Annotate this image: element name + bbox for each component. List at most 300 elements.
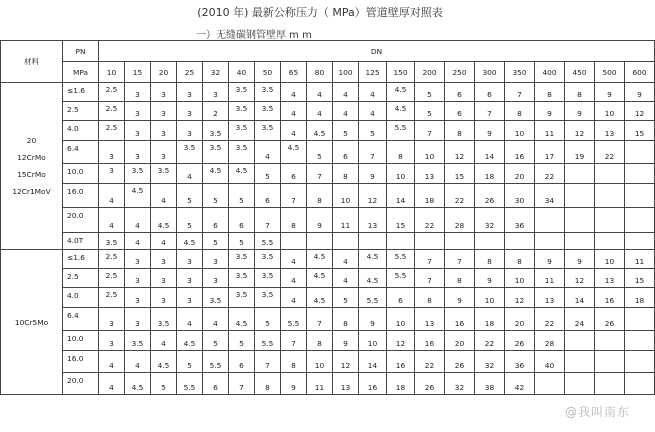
thickness-cell	[359, 83, 387, 102]
thickness-cell	[255, 269, 281, 288]
thickness-cell	[387, 250, 415, 269]
thickness-value: 8	[427, 296, 432, 305]
thickness-cell	[445, 233, 475, 250]
thickness-cell	[229, 373, 255, 395]
thickness-cell	[359, 208, 387, 233]
thickness-value: 4.5	[366, 276, 379, 285]
thickness-cell	[333, 184, 359, 208]
thickness-cell	[359, 288, 387, 308]
thickness-cell	[151, 184, 177, 208]
thickness-cell	[281, 250, 307, 269]
thickness-value: 16	[514, 152, 525, 161]
thickness-value: 15	[395, 221, 406, 230]
thickness-value: 14	[484, 152, 495, 161]
thickness-value: 26	[604, 319, 615, 328]
thickness-value: 5	[239, 196, 244, 205]
table-row	[1, 83, 655, 102]
thickness-value: 3.5	[105, 238, 118, 247]
pn-value: 2.5	[63, 102, 99, 121]
thickness-cell	[333, 308, 359, 331]
thickness-value: 22	[604, 152, 615, 161]
thickness-cell	[333, 373, 359, 395]
thickness-cell	[99, 373, 125, 395]
thickness-value: 8	[517, 257, 522, 266]
thickness-value: 10	[514, 276, 525, 285]
thickness-cell	[281, 208, 307, 233]
thickness-cell	[595, 308, 625, 331]
thickness-cell	[281, 308, 307, 331]
thickness-value: 3.5	[261, 271, 274, 280]
pn-value: 20.0	[63, 208, 99, 233]
pn-value: 6.4	[63, 141, 99, 164]
thickness-value: 3	[135, 152, 140, 161]
thickness-value: 14	[367, 361, 378, 370]
thickness-value: 20	[454, 339, 465, 348]
thickness-value: 4	[291, 90, 296, 99]
thickness-cell	[151, 102, 177, 121]
thickness-cell	[565, 373, 595, 395]
thickness-cell	[151, 373, 177, 395]
thickness-cell	[99, 288, 125, 308]
pn-header: PN	[63, 41, 99, 62]
table-row	[1, 208, 655, 233]
thickness-cell	[415, 250, 445, 269]
thickness-cell	[99, 164, 125, 184]
thickness-value: 18	[424, 196, 435, 205]
thickness-cell	[595, 184, 625, 208]
thickness-value: 3.5	[235, 143, 248, 152]
thickness-value: 5	[187, 221, 192, 230]
thickness-value: 13	[424, 319, 435, 328]
thickness-cell	[359, 331, 387, 351]
thickness-cell	[125, 164, 151, 184]
thickness-value: 3.5	[261, 290, 274, 299]
thickness-value: 2.5	[105, 85, 118, 94]
thickness-cell	[359, 164, 387, 184]
thickness-cell	[229, 308, 255, 331]
thickness-cell	[281, 164, 307, 184]
thickness-cell	[445, 331, 475, 351]
thickness-value: 6	[291, 172, 296, 181]
thickness-value: 2.5	[105, 252, 118, 261]
thickness-cell	[415, 141, 445, 164]
dn-size-header: 10	[99, 62, 125, 83]
thickness-cell	[125, 208, 151, 233]
thickness-cell	[359, 269, 387, 288]
thickness-cell	[307, 308, 333, 331]
pn-value: 2.5	[63, 269, 99, 288]
thickness-value: 22	[484, 339, 495, 348]
thickness-value: 3	[187, 276, 192, 285]
thickness-value: 6	[265, 196, 270, 205]
wall-thickness-table	[0, 40, 655, 395]
thickness-cell	[203, 102, 229, 121]
thickness-value: 6	[457, 90, 462, 99]
thickness-value: 5.5	[209, 361, 222, 370]
thickness-cell	[125, 373, 151, 395]
thickness-cell	[565, 351, 595, 373]
thickness-cell	[535, 141, 565, 164]
thickness-cell	[255, 121, 281, 141]
thickness-value: 12	[454, 152, 465, 161]
thickness-value: 32	[484, 361, 495, 370]
thickness-value: 15	[634, 276, 645, 285]
table-subtitle: 一）无缝碳钢管壁厚 m m	[196, 30, 312, 41]
thickness-value: 6	[343, 152, 348, 161]
thickness-value: 9	[370, 172, 375, 181]
table-row	[1, 164, 655, 184]
thickness-cell	[255, 331, 281, 351]
thickness-cell	[281, 269, 307, 288]
material-cell	[1, 83, 63, 250]
thickness-value: 5	[265, 172, 270, 181]
thickness-cell	[177, 331, 203, 351]
thickness-cell	[415, 269, 445, 288]
thickness-cell	[359, 351, 387, 373]
thickness-cell	[99, 250, 125, 269]
thickness-cell	[307, 373, 333, 395]
thickness-value: 8	[343, 172, 348, 181]
thickness-cell	[565, 121, 595, 141]
thickness-value: 2.5	[105, 104, 118, 113]
thickness-cell	[307, 83, 333, 102]
thickness-cell	[125, 308, 151, 331]
thickness-cell	[535, 331, 565, 351]
thickness-cell	[475, 269, 505, 288]
thickness-cell	[177, 164, 203, 184]
thickness-cell	[535, 164, 565, 184]
thickness-cell	[125, 141, 151, 164]
thickness-cell	[625, 308, 655, 331]
thickness-cell	[151, 331, 177, 351]
thickness-value: 12	[574, 276, 585, 285]
thickness-cell	[177, 121, 203, 141]
thickness-cell	[535, 121, 565, 141]
thickness-cell	[625, 250, 655, 269]
thickness-value: 4	[109, 221, 114, 230]
thickness-cell	[255, 102, 281, 121]
thickness-value: 9	[317, 221, 322, 230]
thickness-value: 12	[395, 339, 406, 348]
thickness-cell	[445, 83, 475, 102]
pn-value: 16.0	[63, 184, 99, 208]
thickness-cell	[99, 351, 125, 373]
thickness-cell	[177, 351, 203, 373]
thickness-cell	[333, 141, 359, 164]
table-row	[1, 102, 655, 121]
thickness-cell	[535, 184, 565, 208]
thickness-cell	[595, 233, 625, 250]
thickness-value: 3	[187, 90, 192, 99]
thickness-value: 9	[547, 257, 552, 266]
thickness-value: 3	[135, 276, 140, 285]
thickness-cell	[387, 233, 415, 250]
thickness-value: 4	[343, 257, 348, 266]
thickness-value: 5	[265, 319, 270, 328]
thickness-cell	[625, 83, 655, 102]
thickness-value: 5	[213, 196, 218, 205]
thickness-value: 16	[454, 319, 465, 328]
thickness-value: 5	[370, 129, 375, 138]
thickness-cell	[535, 233, 565, 250]
thickness-cell	[535, 351, 565, 373]
thickness-value: 4	[343, 109, 348, 118]
thickness-value: 36	[514, 221, 525, 230]
thickness-cell	[177, 269, 203, 288]
thickness-cell	[229, 331, 255, 351]
thickness-cell	[333, 250, 359, 269]
thickness-value: 8	[343, 319, 348, 328]
dn-size-header: 25	[177, 62, 203, 83]
thickness-value: 3	[213, 90, 218, 99]
thickness-value: 3	[135, 129, 140, 138]
thickness-cell	[307, 184, 333, 208]
thickness-value: 10	[395, 172, 406, 181]
thickness-value: 3	[109, 166, 114, 175]
thickness-cell	[505, 288, 535, 308]
thickness-value: 8	[317, 196, 322, 205]
thickness-value: 17	[544, 152, 555, 161]
thickness-value: 7	[239, 383, 244, 392]
thickness-value: 5	[343, 296, 348, 305]
pn-value: 4.0T	[63, 233, 99, 250]
thickness-value: 3.5	[261, 104, 274, 113]
thickness-cell	[307, 331, 333, 351]
thickness-cell	[387, 121, 415, 141]
thickness-cell	[625, 288, 655, 308]
thickness-value: 3	[187, 296, 192, 305]
thickness-value: 14	[395, 196, 406, 205]
thickness-value: 4	[161, 196, 166, 205]
thickness-value: 4	[109, 196, 114, 205]
thickness-value: 3	[187, 257, 192, 266]
thickness-cell	[99, 331, 125, 351]
thickness-value: 8	[577, 90, 582, 99]
dn-size-header: 65	[281, 62, 307, 83]
thickness-cell	[255, 164, 281, 184]
thickness-cell	[177, 288, 203, 308]
thickness-cell	[535, 102, 565, 121]
thickness-cell	[445, 373, 475, 395]
thickness-cell	[415, 208, 445, 233]
dn-size-header: 500	[595, 62, 625, 83]
table-row	[1, 373, 655, 395]
dn-size-header: 450	[565, 62, 595, 83]
thickness-cell	[229, 269, 255, 288]
thickness-cell	[535, 208, 565, 233]
thickness-cell	[203, 164, 229, 184]
dn-size-header: 32	[203, 62, 229, 83]
thickness-cell	[625, 164, 655, 184]
thickness-cell	[255, 308, 281, 331]
thickness-cell	[255, 250, 281, 269]
thickness-value: 13	[544, 296, 555, 305]
thickness-cell	[333, 208, 359, 233]
thickness-value: 26	[424, 383, 435, 392]
thickness-cell	[359, 184, 387, 208]
thickness-value: 5.5	[261, 339, 274, 348]
thickness-cell	[505, 102, 535, 121]
thickness-cell	[125, 233, 151, 250]
thickness-cell	[177, 141, 203, 164]
thickness-cell	[281, 141, 307, 164]
thickness-cell	[565, 102, 595, 121]
thickness-value: 9	[547, 109, 552, 118]
thickness-value: 18	[634, 296, 645, 305]
thickness-cell	[229, 83, 255, 102]
thickness-cell	[565, 208, 595, 233]
thickness-cell	[505, 331, 535, 351]
thickness-cell	[255, 141, 281, 164]
thickness-cell	[359, 141, 387, 164]
thickness-cell	[125, 184, 151, 208]
pn-unit-header: MPa	[63, 62, 99, 83]
thickness-value: 11	[544, 129, 555, 138]
thickness-value: 32	[454, 383, 465, 392]
table-row	[1, 351, 655, 373]
thickness-value: 12	[574, 129, 585, 138]
thickness-value: 20	[514, 319, 525, 328]
thickness-cell	[359, 373, 387, 395]
thickness-value: 3	[187, 129, 192, 138]
pn-value: 16.0	[63, 351, 99, 373]
thickness-cell	[625, 373, 655, 395]
thickness-cell	[177, 208, 203, 233]
thickness-value: 4	[317, 109, 322, 118]
table-row	[1, 141, 655, 164]
thickness-value: 28	[454, 221, 465, 230]
thickness-cell	[475, 308, 505, 331]
thickness-value: 3	[161, 257, 166, 266]
thickness-cell	[151, 269, 177, 288]
thickness-value: 3	[187, 109, 192, 118]
thickness-cell	[333, 288, 359, 308]
thickness-cell	[445, 121, 475, 141]
thickness-value: 4	[187, 172, 192, 181]
thickness-cell	[151, 250, 177, 269]
thickness-value: 3	[109, 319, 114, 328]
dn-size-header: 350	[505, 62, 535, 83]
thickness-cell	[177, 233, 203, 250]
thickness-cell	[255, 233, 281, 250]
thickness-cell	[625, 102, 655, 121]
thickness-cell	[475, 184, 505, 208]
dn-size-header: 50	[255, 62, 281, 83]
thickness-cell	[475, 250, 505, 269]
thickness-cell	[415, 184, 445, 208]
thickness-cell	[177, 184, 203, 208]
thickness-value: 42	[514, 383, 525, 392]
thickness-value: 7	[291, 196, 296, 205]
thickness-value: 18	[484, 172, 495, 181]
thickness-cell	[307, 250, 333, 269]
table-row	[1, 184, 655, 208]
thickness-value: 11	[544, 276, 555, 285]
thickness-cell	[281, 288, 307, 308]
thickness-cell	[99, 141, 125, 164]
thickness-cell	[255, 208, 281, 233]
thickness-value: 13	[340, 383, 351, 392]
thickness-cell	[99, 269, 125, 288]
thickness-value: 38	[484, 383, 495, 392]
thickness-cell	[333, 121, 359, 141]
pn-value: 6.4	[63, 308, 99, 331]
thickness-cell	[125, 288, 151, 308]
dn-size-header: 40	[229, 62, 255, 83]
thickness-value: 4	[109, 383, 114, 392]
thickness-cell	[387, 331, 415, 351]
thickness-value: 7	[317, 319, 322, 328]
thickness-value: 7	[265, 221, 270, 230]
thickness-value: 4	[135, 361, 140, 370]
thickness-cell	[565, 288, 595, 308]
thickness-cell	[415, 288, 445, 308]
thickness-value: 34	[544, 196, 555, 205]
thickness-value: 4	[161, 238, 166, 247]
thickness-value: 6	[239, 221, 244, 230]
thickness-value: 3	[135, 319, 140, 328]
thickness-value: 4.5	[313, 271, 326, 280]
thickness-cell	[203, 233, 229, 250]
thickness-value: 4.5	[157, 361, 170, 370]
dn-size-header: 400	[535, 62, 565, 83]
thickness-cell	[595, 102, 625, 121]
thickness-cell	[255, 288, 281, 308]
thickness-value: 9	[577, 109, 582, 118]
thickness-value: 15	[454, 172, 465, 181]
thickness-value: 10	[604, 257, 615, 266]
dn-size-header: 100	[333, 62, 359, 83]
thickness-value: 4.5	[394, 104, 407, 113]
thickness-value: 4.5	[157, 221, 170, 230]
thickness-value: 4.5	[366, 252, 379, 261]
thickness-cell	[151, 141, 177, 164]
thickness-value: 6	[213, 383, 218, 392]
thickness-value: 3	[161, 109, 166, 118]
thickness-value: 30	[514, 196, 525, 205]
thickness-value: 20	[514, 172, 525, 181]
dn-header: DN	[99, 41, 655, 62]
thickness-cell	[625, 141, 655, 164]
thickness-cell	[203, 331, 229, 351]
thickness-value: 22	[424, 221, 435, 230]
thickness-cell	[415, 121, 445, 141]
table-row	[1, 269, 655, 288]
thickness-value: 9	[487, 276, 492, 285]
thickness-cell	[415, 308, 445, 331]
thickness-cell	[387, 141, 415, 164]
thickness-cell	[151, 308, 177, 331]
thickness-cell	[625, 121, 655, 141]
thickness-value: 5.5	[366, 296, 379, 305]
thickness-value: 13	[604, 276, 615, 285]
thickness-cell	[475, 288, 505, 308]
thickness-value: 26	[454, 361, 465, 370]
thickness-cell	[229, 184, 255, 208]
thickness-value: 7	[427, 129, 432, 138]
material-name: 15CrMo	[17, 170, 46, 179]
thickness-value: 40	[544, 361, 555, 370]
thickness-value: 8	[291, 361, 296, 370]
thickness-cell	[203, 288, 229, 308]
thickness-cell	[99, 102, 125, 121]
table-row	[1, 121, 655, 141]
thickness-value: 7	[487, 109, 492, 118]
thickness-cell	[281, 102, 307, 121]
thickness-value: 4.5	[394, 85, 407, 94]
thickness-value: 22	[424, 361, 435, 370]
thickness-value: 4	[265, 152, 270, 161]
